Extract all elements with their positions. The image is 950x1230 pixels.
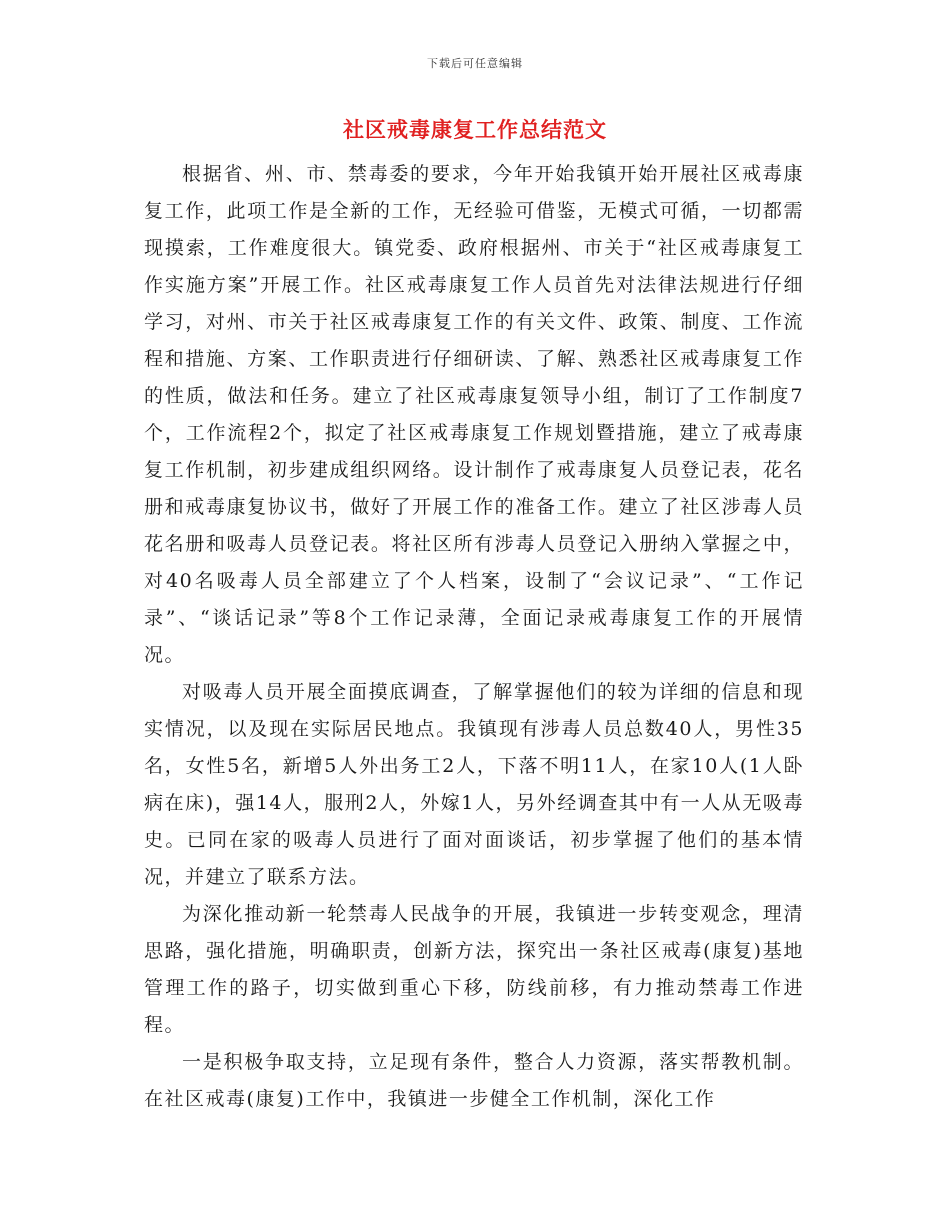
page-header-note: 下载后可任意编辑: [427, 57, 523, 70]
paragraph-3: 为深化推动新一轮禁毒人民战争的开展，我镇进一步转变观念，理清思路，强化措施，明确职责，创新方法，探究出一条社区戒毒(康复)基地管理工作的路子，切实做到重心下移，防线前移，有力推动禁毒工作进程。: [144, 903, 804, 1036]
document-title: 社区戒毒康复工作总结范文: [343, 117, 607, 142]
paragraph-1: 根据省、州、市、禁毒委的要求，今年开始我镇开始开展社区戒毒康复工作，此项工作是全新的工作，无经验可借鉴，无模式可循，一切都需现摸索，工作难度很大。镇党委、政府根据州、市关于“社区戒毒康复工作实施方案”开展工作。社区戒毒康复工作人员首先对法律法规进行仔细学习，对州、市关于社区戒毒康复工作的有关文件、政策、制度、工作流程和措施、方案、工作职责进行仔细研读、了解、熟悉社区戒毒康复工作的性质，做法和任务。建立了社区戒毒康复领导小组，制订了工作制度7个，工作流程2个，拟定了社区戒毒康复工作规划暨措施，建立了戒毒康复工作机制，初步建成组织网络。设计制作了戒毒康复人员登记表，花名册和戒毒康复协议书，做好了开展工作的准备工作。建立了社区涉毒人员花名册和吸毒人员登记表。将社区所有涉毒人员登记入册纳入掌握之中，对40名吸毒人员全部建立了个人档案，设制了“会议记录”、“工作记录”、“谈话记录”等8个工作记录薄，全面记录戒毒康复工作的开展情况。: [144, 163, 804, 666]
paragraph-2: 对吸毒人员开展全面摸底调查，了解掌握他们的较为详细的信息和现实情况，以及现在实际居民地点。我镇现有涉毒人员总数40人，男性35名，女性5名，新增5人外出务工2人，下落不明11人，在家10人(1人卧病在床)，强14人，服刑2人，外嫁1人，另外经调查其中有一人从无吸毒史。已同在家的吸毒人员进行了面对面谈话，初步掌握了他们的基本情况，并建立了联系方法。: [144, 681, 804, 888]
document-body: [144, 156, 804, 1118]
paragraph-4: 一是积极争取支持，立足现有条件，整合人力资源，落实帮教机制。在社区戒毒(康复)工作中，我镇进一步健全工作机制，深化工作: [144, 1051, 804, 1110]
